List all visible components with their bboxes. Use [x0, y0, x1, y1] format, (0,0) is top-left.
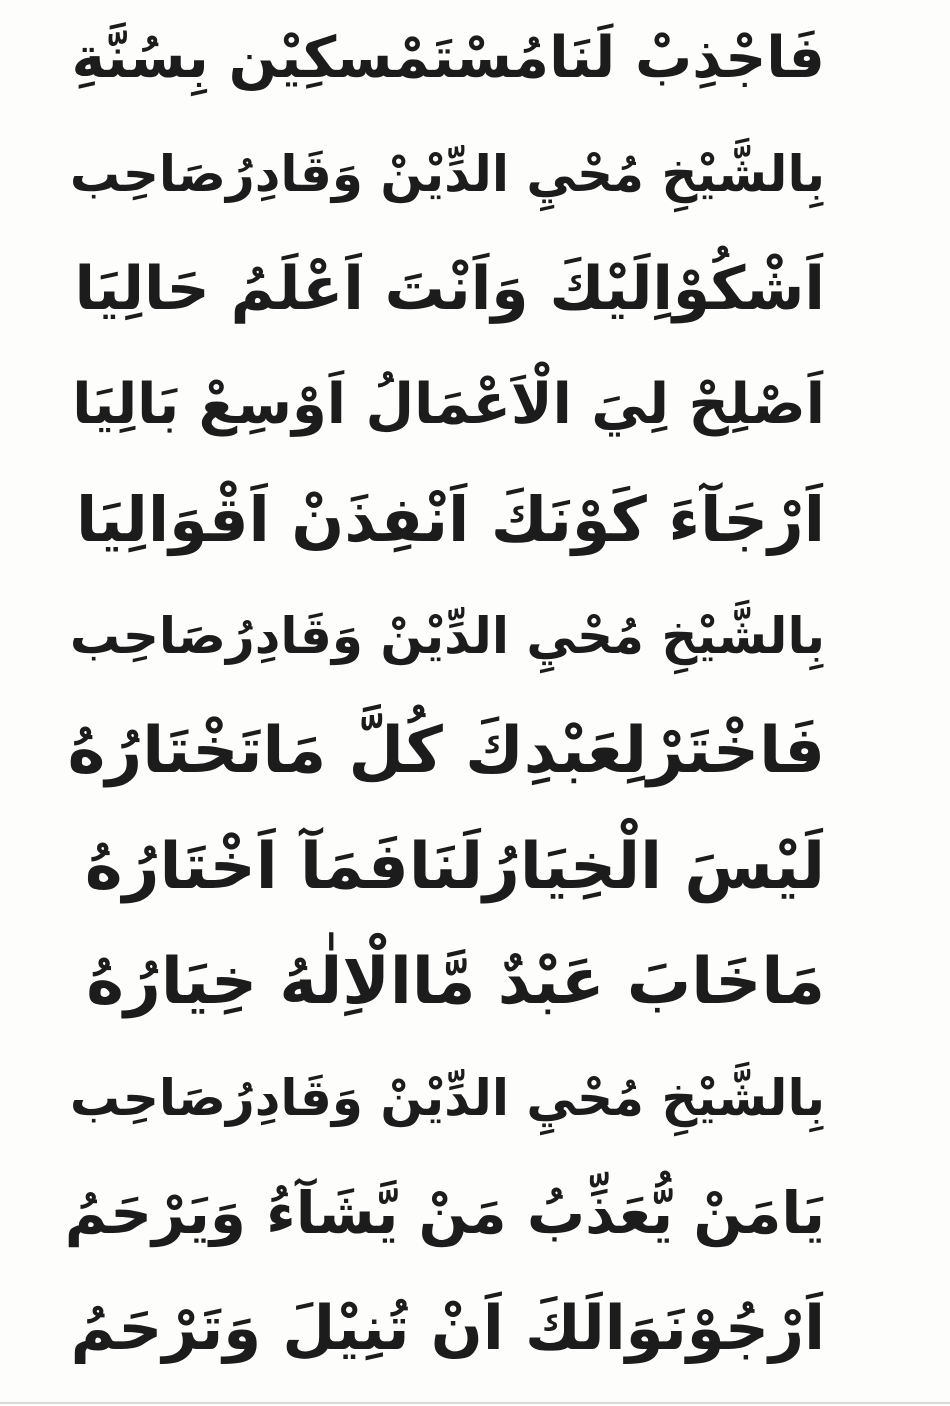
verse-line-6: بِالشَّيْخِ مُحْيِ الدِّيْنْ وَقَادِرُصَاحِب — [69, 606, 825, 665]
verse-line-5: اَرْجَآءَ كَوْنَكَ اَنْفِذَنْ اَقْوَالِيَا — [75, 483, 825, 556]
verse-line-4: اَصْلِحْ لِيَ الْاَعْمَالُ اَوْسِعْ بَالِيَا — [72, 371, 825, 437]
verse-line-3: اَشْكُوْاِلَيْكَ وَاَنْتَ اَعْلَمُ حَالِيَا — [74, 254, 825, 324]
verse-line-11: يَامَنْ يُّعَذِّبُ مَنْ يَّشَآءُ وَيَرْحَمُ — [64, 1179, 825, 1247]
verse-line-2: بِالشَّيْخِ مُحْيِ الدِّيْنْ وَقَادِرُصَاحِب — [69, 144, 825, 203]
verse-line-10: بِالشَّيْخِ مُحْيِ الدِّيْنْ وَقَادِرُصَاحِب — [69, 1068, 825, 1127]
verse-line-8: لَيْسَ الْخِيَارُلَنَافَمَآ اَخْتَارُهُ — [84, 829, 825, 904]
verse-line-7: فَاخْتَرْلِعَبْدِكَ كُلَّ مَاتَخْتَارُهُ — [67, 714, 825, 788]
verse-line-9: مَاخَابَ عَبْدٌ مَّاالْاِلٰهُ خِيَارُهُ — [86, 945, 825, 1019]
scan-edge-divider — [0, 1402, 950, 1404]
verse-line-12: اَرْجُوْنَوَالَكَ اَنْ تُنِيْلَ وَتَرْحَمُ — [70, 1292, 825, 1364]
verse-line-1: فَاجْذِبْ لَنَامُسْتَمْسكِيْن بِسُنَّةِ — [71, 25, 825, 91]
poem-verses — [65, 8, 825, 1394]
